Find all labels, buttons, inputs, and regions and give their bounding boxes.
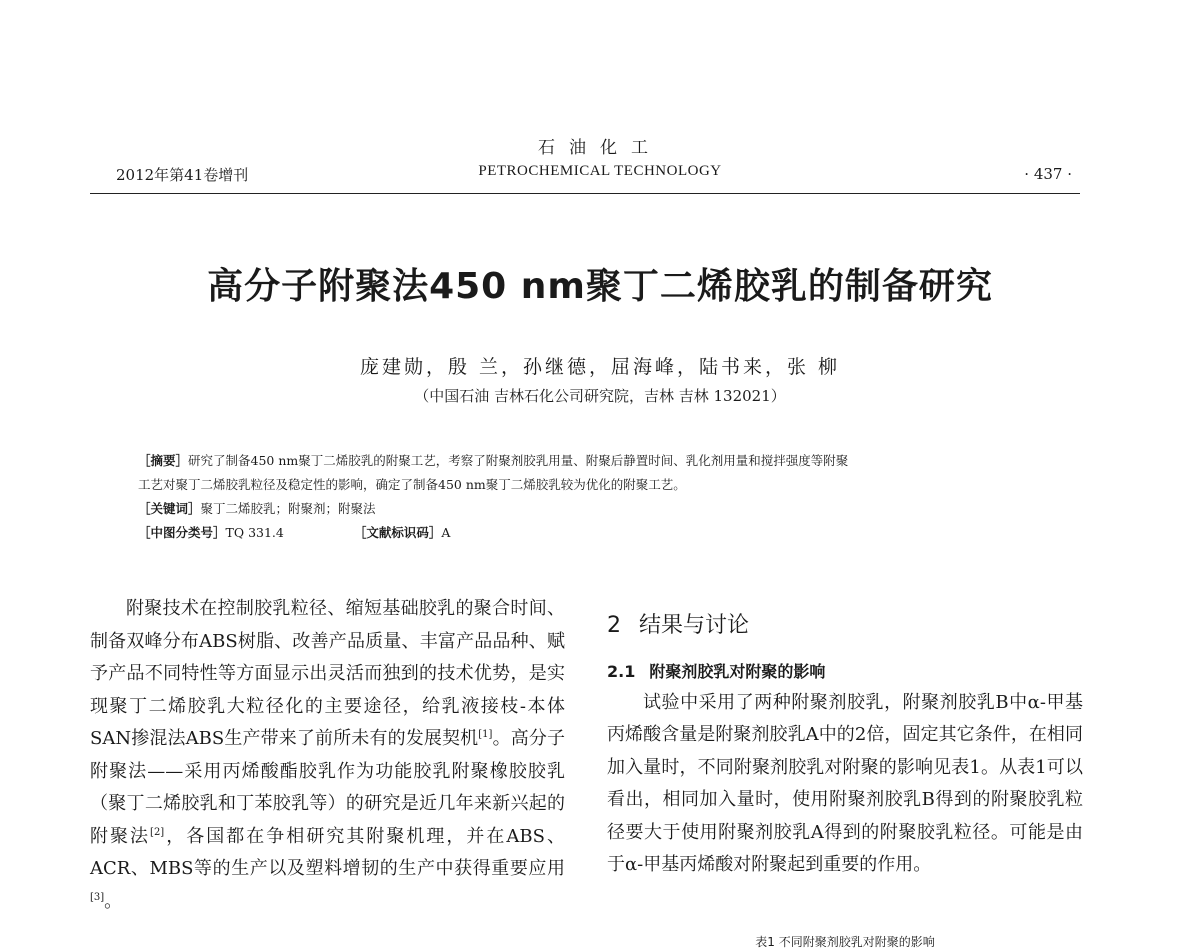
clc-value: TQ 331.4: [225, 525, 284, 540]
subsection-title: 附聚剂胶乳对附聚的影响: [649, 661, 826, 681]
journal-name-chinese: 石油化工: [538, 138, 662, 158]
section-number: 2: [607, 613, 621, 638]
keywords-row: [138, 497, 1058, 521]
subsection-heading: [607, 657, 1083, 687]
keywords-value: 聚丁二烯胶乳；附聚剂；附聚法: [200, 501, 376, 516]
author-affiliation: （中国石油 吉林石化公司研究院，吉林 吉林 132021）: [414, 387, 786, 405]
right-column: [607, 610, 1083, 882]
reference-2: [2]: [150, 826, 165, 838]
abstract-line-1: [138, 449, 1058, 473]
journal-name-english: PETROCHEMICAL TECHNOLOGY: [478, 163, 722, 179]
abstract-label: ［摘要］: [138, 453, 189, 468]
table-caption: 表1 不同附聚剂胶乳对附聚的影响: [755, 935, 935, 949]
subsection-number: 2.1: [607, 661, 636, 681]
results-paragraph: 试验中采用了两种附聚剂胶乳，附聚剂胶乳B中α-甲基丙烯酸含量是附聚剂胶乳A中的2倍，固定其它条件，在相同加入量时，不同附聚剂胶乳对附聚的影响见表1。从表1可以看出，相同加入量时，使用附聚剂胶乳B得到的附聚胶乳粒径要大于使用附聚剂胶乳A得到的附聚胶乳粒径。可能是由于α-甲基丙烯酸对附聚起到重要的作用。: [607, 691, 1083, 875]
document-code-label: ［文献标识码］: [353, 525, 442, 540]
intro-text-2: 。高分子附聚法——采用丙烯酸酯胶乳作为功能胶乳附聚橡胶胶乳（聚丁二烯胶乳和丁苯胶乳等）的研究是近几年来新兴起的附聚法: [90, 728, 566, 847]
article-title: 高分子附聚法450 nm聚丁二烯胶乳的制备研究: [207, 266, 993, 307]
section-title: 结果与讨论: [639, 613, 750, 638]
reference-1: [1]: [478, 729, 493, 740]
abstract-text-1: 研究了制备450 nm聚丁二烯胶乳的附聚工艺，考察了附聚剂胶乳用量、附聚后静置时间、乳化剂用量和搅拌强度等附聚: [188, 453, 849, 468]
abstract-line-2: [138, 473, 1058, 497]
abstract-text-2: 工艺对聚丁二烯胶乳粒径及稳定性的影响，确定了制备450 nm聚丁二烯胶乳较为优化的附聚工艺。: [138, 477, 686, 492]
section-heading: [607, 610, 1083, 643]
author-list: 庞建勋，殷 兰，孙继德，屈海峰，陆书来，张 柳: [359, 356, 841, 378]
intro-text-3: ，各国都在争相研究其附聚机理，并在ABS、ACR、MBS等的生产以及塑料增韧的生产中获得重要应用: [90, 825, 566, 879]
document-code-value: A: [441, 525, 451, 540]
keywords-label: ［关键词］: [138, 501, 201, 516]
header-rule: [90, 193, 1080, 194]
intro-text-1: 附聚技术在控制胶乳粒径、缩短基础胶乳的聚合时间、制备双峰分布ABS树脂、改善产品质量、丰富产品品种、赋予产品不同特性等方面显示出灵活而独到的技术优势，是实现聚丁二烯胶乳大粒径化的主要途径，给乳液接枝-本体SAN掺混法ABS生产带来了前所未有的发展契机: [90, 598, 565, 749]
reference-3: [3]: [90, 891, 105, 903]
issue-label: 2012年第41卷增刊: [116, 166, 249, 184]
left-column: [90, 593, 565, 918]
page-number: · 437 ·: [1024, 165, 1072, 183]
classification-row: [138, 521, 1058, 545]
abstract-block: [138, 449, 1058, 545]
intro-paragraph: [90, 593, 565, 918]
clc-label: ［中图分类号］: [138, 525, 226, 540]
intro-text-4: 。: [104, 890, 123, 912]
